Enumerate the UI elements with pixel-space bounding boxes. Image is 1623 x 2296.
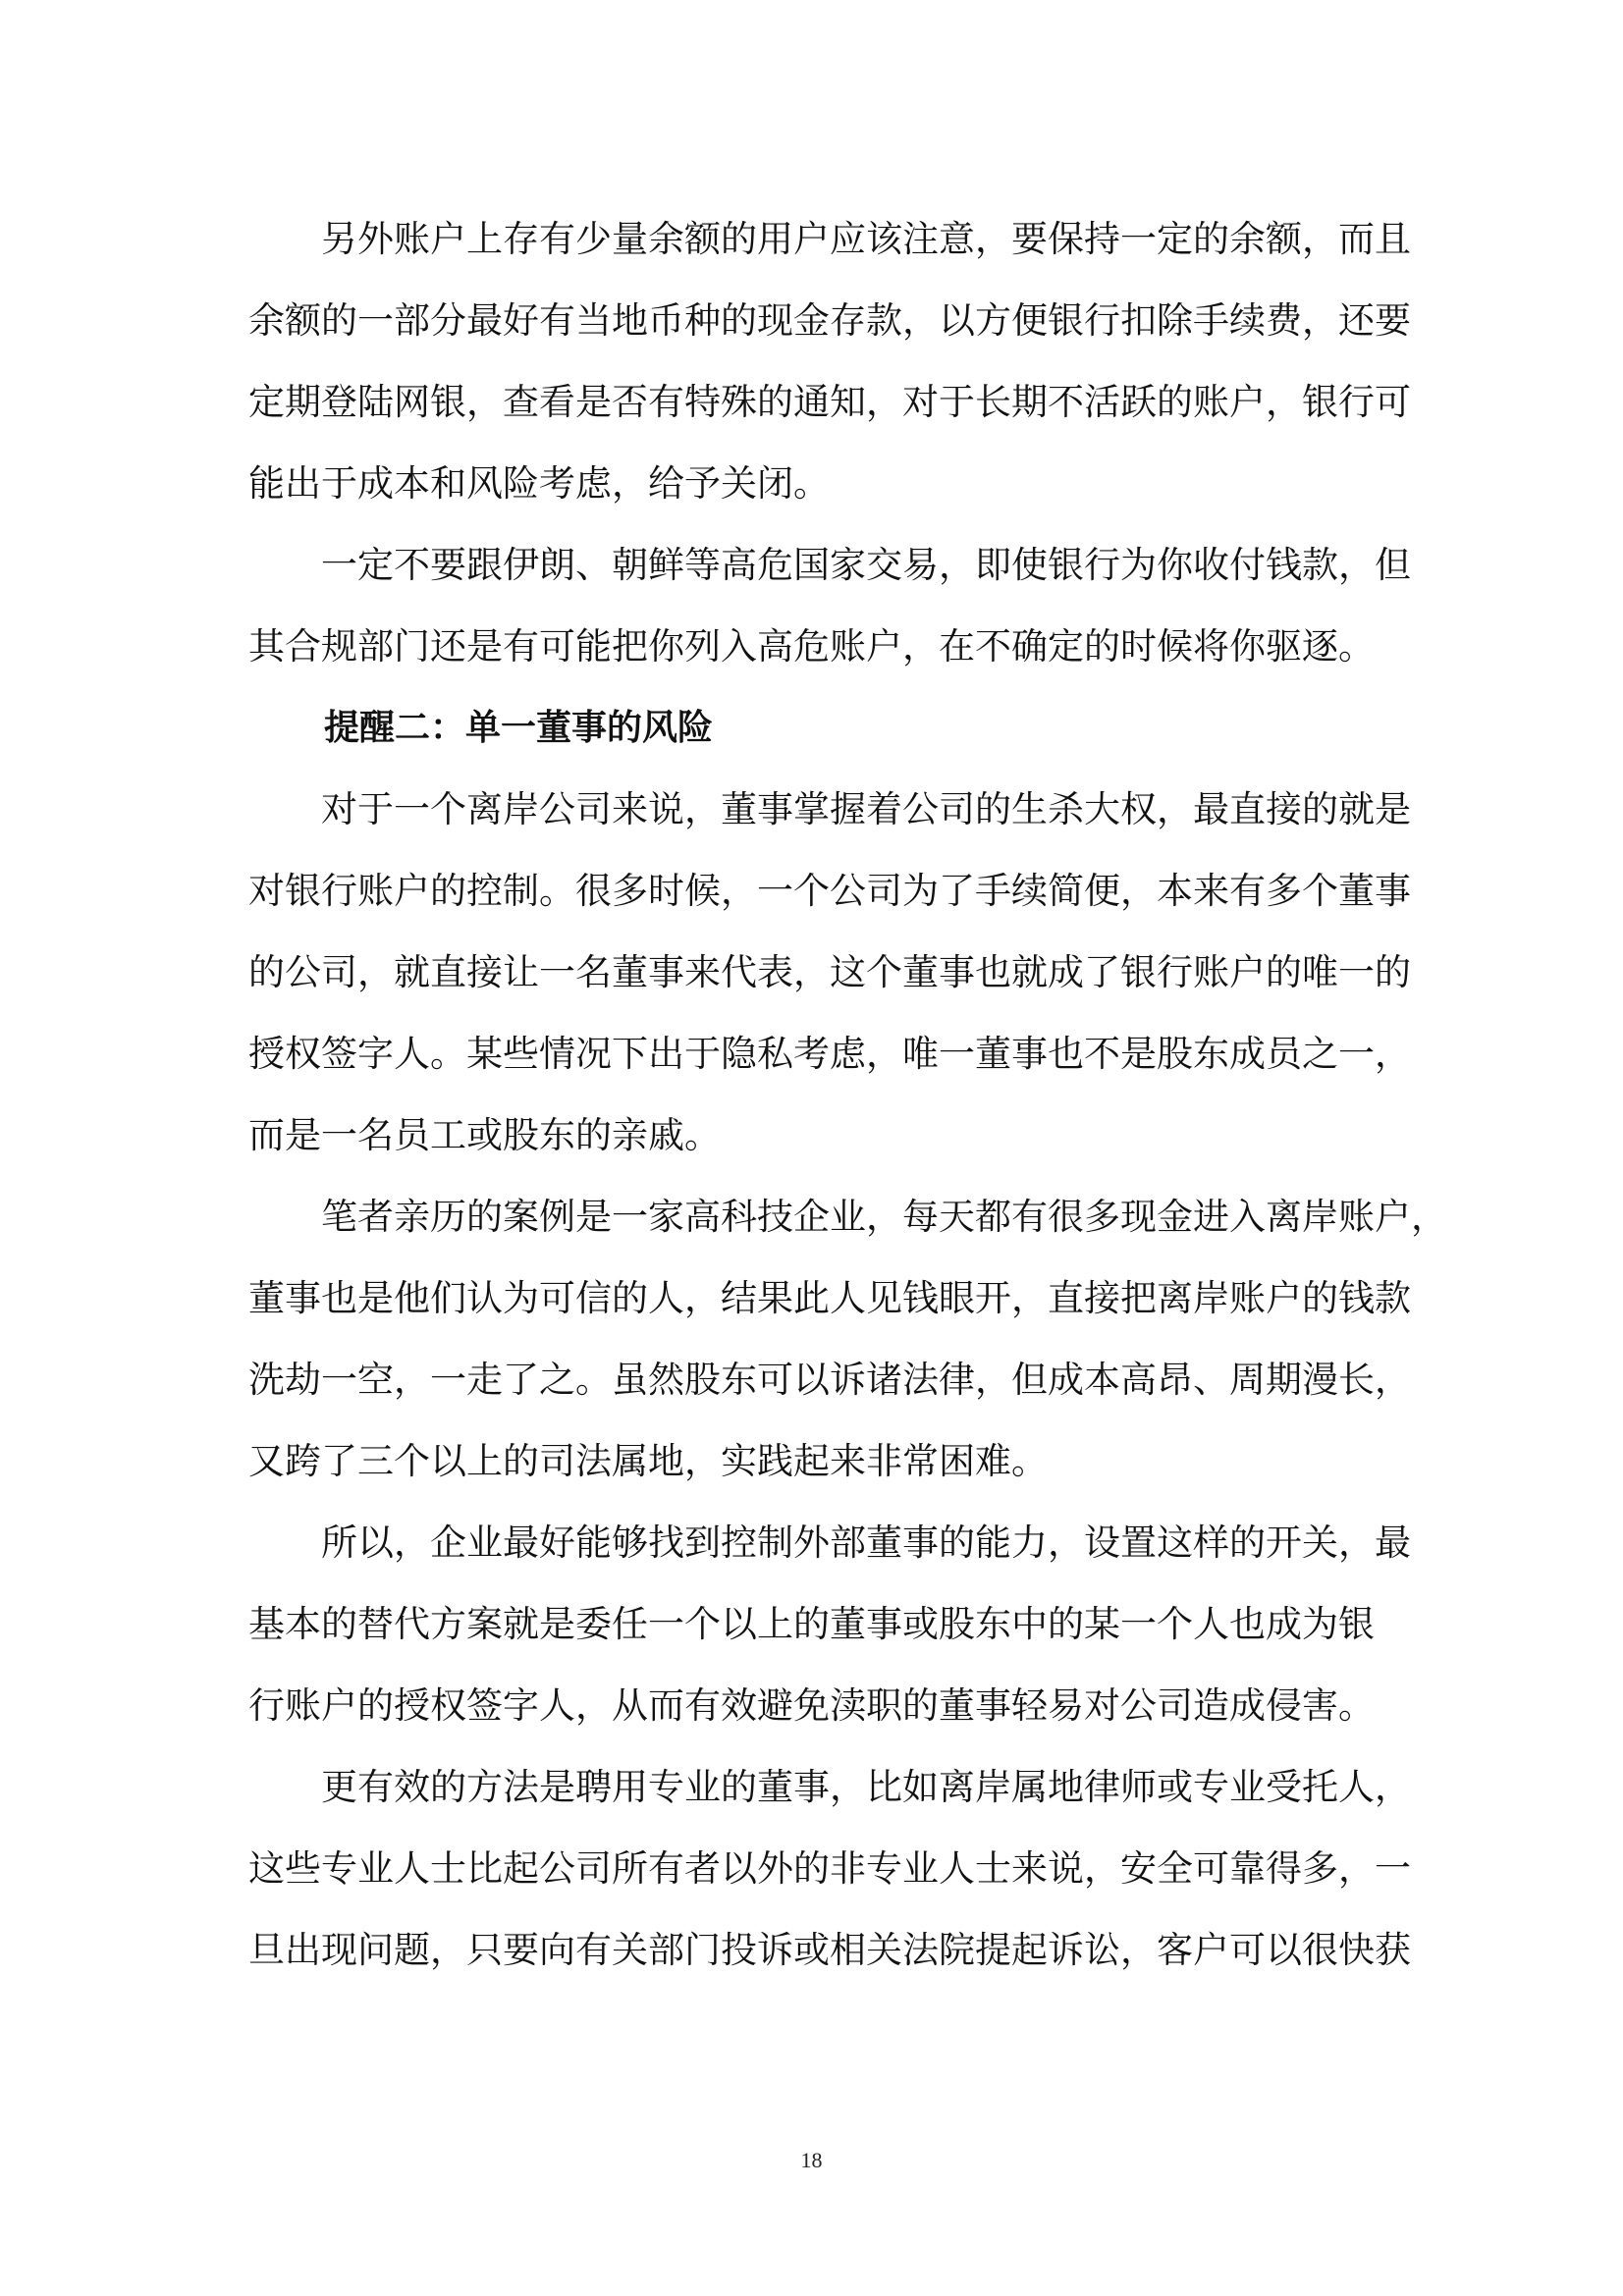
paragraph-3-line-4: 授权签字人。某些情况下出于隐私考虑，唯一董事也不是股东成员之一， — [248, 1033, 1411, 1075]
paragraph-4-line-4: 又跨了三个以上的司法属地，实践起来非常困难。 — [248, 1440, 1048, 1482]
paragraph-1-line-1: 另外账户上存有少量余额的用户应该注意，要保持一定的余额，而且 — [321, 218, 1411, 260]
paragraph-1-line-3: 定期登陆网银，查看是否有特殊的通知，对于长期不活跃的账户，银行可 — [248, 381, 1411, 423]
page-number: 18 — [800, 2148, 823, 2172]
paragraph-2-line-2: 其合规部门还是有可能把你列入高危账户，在不确定的时候将你驱逐。 — [248, 625, 1375, 667]
paragraph-3-line-5: 而是一名员工或股东的亲戚。 — [248, 1114, 721, 1156]
paragraph-3-line-1: 对于一个离岸公司来说，董事掌握着公司的生杀大权，最直接的就是 — [321, 788, 1411, 830]
paragraph-2-line-1: 一定不要跟伊朗、朝鲜等高危国家交易，即使银行为你收付钱款，但 — [321, 544, 1411, 586]
paragraph-4-line-2: 董事也是他们认为可信的人，结果此人见钱眼开，直接把离岸账户的钱款 — [248, 1277, 1411, 1319]
paragraph-4-line-1: 笔者亲历的案例是一家高科技企业，每天都有很多现金进入离岸账户， — [321, 1196, 1447, 1238]
paragraph-3-line-2: 对银行账户的控制。很多时候，一个公司为了手续简便，本来有多个董事 — [248, 870, 1411, 912]
paragraph-1-line-2: 余额的一部分最好有当地币种的现金存款，以方便银行扣除手续费，还要 — [248, 299, 1411, 342]
paragraph-5-line-3: 行账户的授权签字人，从而有效避免渎职的董事轻易对公司造成侵害。 — [248, 1684, 1375, 1727]
paragraph-4-line-3: 洗劫一空，一走了之。虽然股东可以诉诸法律，但成本高昂、周期漫长， — [248, 1359, 1411, 1401]
paragraph-6-line-3: 旦出现问题，只要向有关部门投诉或相关法院提起诉讼，客户可以很快获 — [248, 1929, 1411, 1971]
paragraph-3-line-3: 的公司，就直接让一名董事来代表，这个董事也就成了银行账户的唯一的 — [248, 951, 1411, 993]
paragraph-5-line-1: 所以，企业最好能够找到控制外部董事的能力，设置这样的开关，最 — [321, 1522, 1411, 1564]
paragraph-6-line-1: 更有效的方法是聘用专业的董事，比如离岸属地律师或专业受托人， — [321, 1766, 1411, 1808]
paragraph-1-line-4: 能出于成本和风险考虑，给予关闭。 — [248, 462, 830, 505]
paragraph-6-line-2: 这些专业人士比起公司所有者以外的非专业人士来说，安全可靠得多，一 — [248, 1847, 1411, 1890]
section-heading: 提醒二：单一董事的风险 — [324, 708, 714, 748]
paragraph-5-line-2: 基本的替代方案就是委任一个以上的董事或股东中的某一个人也成为银 — [248, 1603, 1375, 1645]
